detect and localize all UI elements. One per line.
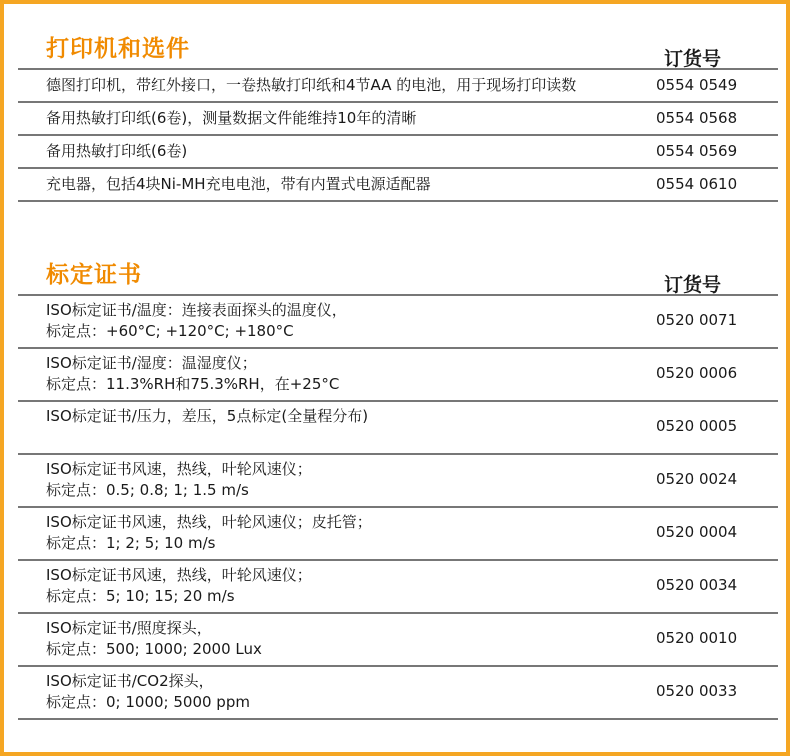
description-line: ISO标定证书/温度：连接表面探头的温度仪， <box>46 301 347 319</box>
order-number: 0520 0071 <box>656 311 738 329</box>
certificate-table <box>18 294 778 720</box>
item-description: 备用热敏打印纸(6卷) <box>46 142 188 160</box>
table-row <box>18 614 778 667</box>
calibration-points: 标定点：+60°C; +120°C; +180°C <box>46 322 294 340</box>
order-number: 0520 0033 <box>656 682 738 700</box>
printer-options-section <box>18 22 778 202</box>
order-number: 0520 0034 <box>656 576 738 594</box>
table-row <box>18 169 778 202</box>
order-number: 0554 0610 <box>656 175 738 193</box>
order-number: 0554 0569 <box>656 142 738 160</box>
table-row <box>18 667 778 720</box>
table-row <box>18 103 778 136</box>
item-description <box>46 353 636 395</box>
calibration-points: 标定点：5; 10; 15; 20 m/s <box>46 587 235 605</box>
calibration-certificate-section <box>18 248 778 720</box>
order-number: 0520 0024 <box>656 470 738 488</box>
calibration-points: 标定点：0.5; 0.8; 1; 1.5 m/s <box>46 481 249 499</box>
table-row <box>18 136 778 169</box>
description-line: ISO标定证书/压力，差压，5点标定(全量程分布) <box>46 407 369 425</box>
order-number: 0520 0010 <box>656 629 738 647</box>
order-number-header: 订货号 <box>664 48 722 70</box>
order-number: 0520 0004 <box>656 523 738 541</box>
table-row <box>18 70 778 103</box>
table-row <box>18 402 778 455</box>
section-header <box>18 22 778 68</box>
table-row <box>18 455 778 508</box>
table-row <box>18 349 778 402</box>
description-line: ISO标定证书/CO2探头， <box>46 672 214 690</box>
printer-table <box>18 68 778 202</box>
table-row <box>18 508 778 561</box>
calibration-points: 标定点：500; 1000; 2000 Lux <box>46 640 262 658</box>
item-description <box>46 618 636 660</box>
item-description: 充电器，包括4块Ni-MH充电电池，带有内置式电源适配器 <box>46 175 431 193</box>
item-description <box>46 671 636 713</box>
item-description: 备用热敏打印纸(6卷)，测量数据文件能维持10年的清晰 <box>46 109 417 127</box>
description-line: ISO标定证书风速，热线，叶轮风速仪； <box>46 566 312 584</box>
description-line: ISO标定证书/照度探头， <box>46 619 212 637</box>
order-number: 0520 0006 <box>656 364 738 382</box>
description-line: ISO标定证书/湿度：温湿度仪； <box>46 354 257 372</box>
calibration-points: 标定点：0; 1000; 5000 ppm <box>46 693 250 711</box>
order-number-header: 订货号 <box>664 274 722 296</box>
item-description: 德图打印机，带红外接口，一卷热敏打印纸和4节AA 的电池，用于现场打印读数 <box>46 76 577 94</box>
item-description <box>46 512 636 554</box>
description-line: ISO标定证书风速，热线，叶轮风速仪；皮托管； <box>46 513 372 531</box>
calibration-points: 标定点：1; 2; 5; 10 m/s <box>46 534 216 552</box>
item-description <box>46 300 636 342</box>
section-title: 打印机和选件 <box>46 36 190 62</box>
order-number: 0520 0005 <box>656 417 738 435</box>
section-header <box>18 248 778 294</box>
item-description <box>46 565 636 607</box>
item-description <box>46 459 636 501</box>
description-line: ISO标定证书风速，热线，叶轮风速仪； <box>46 460 312 478</box>
calibration-points: 标定点：11.3%RH和75.3%RH，在+25°C <box>46 375 340 393</box>
order-number: 0554 0568 <box>656 109 738 127</box>
order-number: 0554 0549 <box>656 76 738 94</box>
item-description <box>46 406 636 427</box>
table-row <box>18 296 778 349</box>
section-title: 标定证书 <box>46 262 142 288</box>
table-row <box>18 561 778 614</box>
